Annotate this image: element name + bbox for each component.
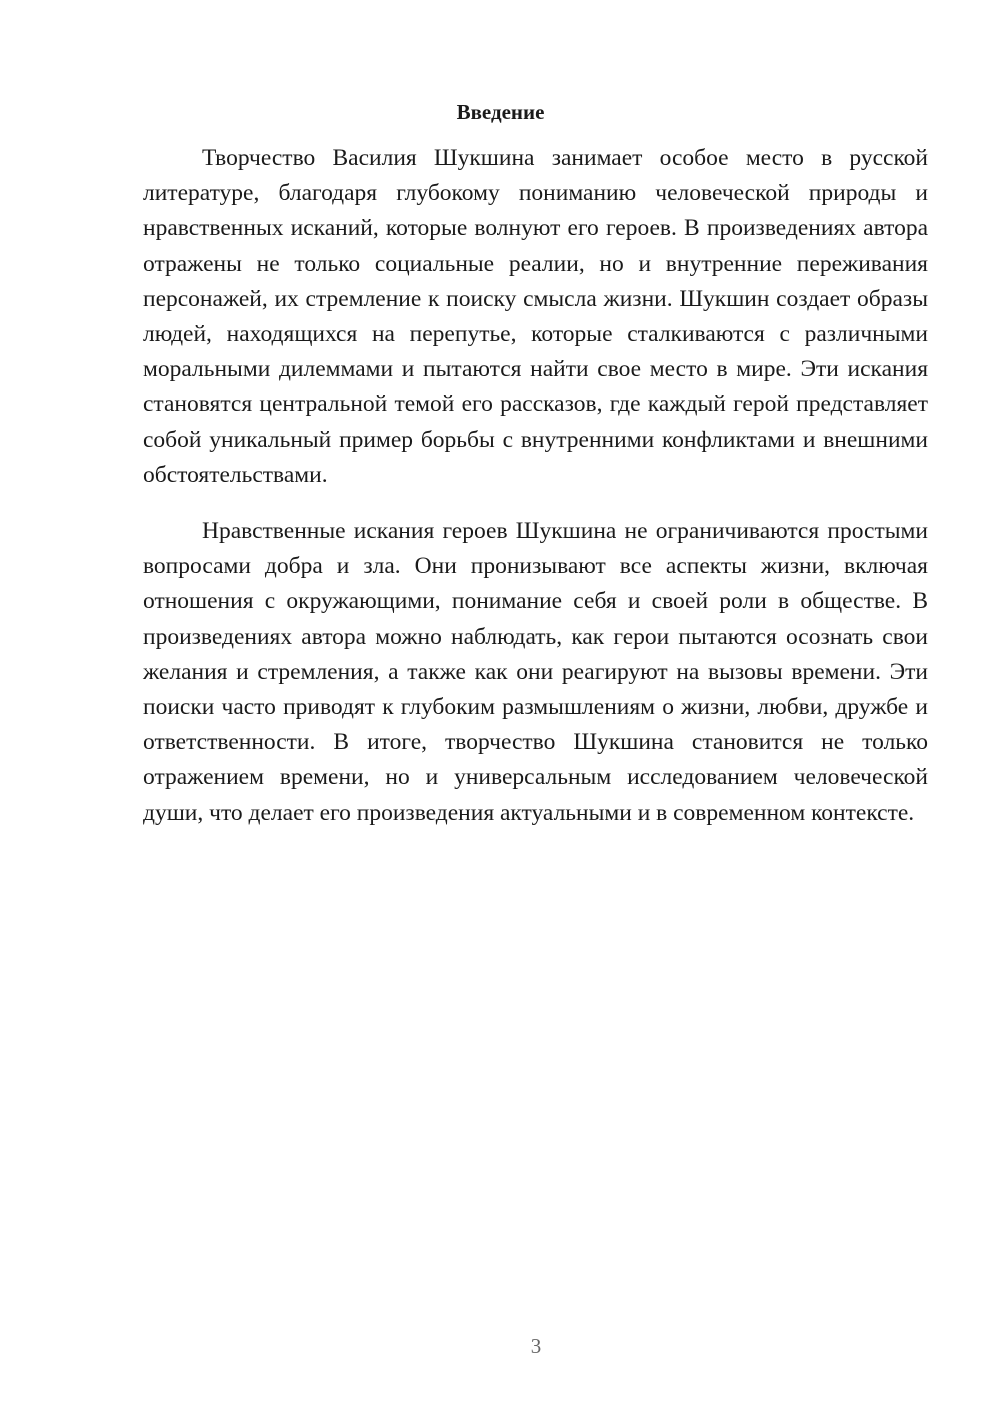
section-heading bbox=[143, 99, 928, 125]
paragraph-2: Нравственные искания героев Шукшина не ограничиваются простыми вопросами добра и зла. Они пронизывают все аспекты жизни, включая отношения с окружающими, понимание себя и своей роли в обществе. В произведениях автора можно наблюдать, как герои пытаются осознать свои желания и стремления, а также как они реагируют на вызовы времени. Эти поиски часто приводят к глубоким размышлениям о жизни, любви, дружбе и ответственности. В итоге, творчество Шукшина становится не только отражением времени, но и универсальным исследованием человеческой души, что делает его произведения актуальными и в современном контексте. bbox=[143, 518, 928, 826]
section-heading-text: Введение bbox=[456, 100, 545, 124]
page-number: 3 bbox=[530, 1334, 542, 1358]
paragraph-1: Творчество Василия Шукшина занимает особое место в русской литературе, благодаря глубокому пониманию человеческой природы и нравственных исканий, которые волнуют его героев. В произведениях автора отражены не только социальные реалии, но и внутренние переживания персонажей, их стремление к поиску смысла жизни. Шукшин создает образы людей, находящихся на перепутье, которые сталкиваются с различными моральными дилеммами и пытаются найти свое место в мире. Эти искания становятся центральной темой его рассказов, где каждый герой представляет собой уникальный пример борьбы с внутренними конфликтами и внешними обстоятельствами. bbox=[143, 145, 928, 488]
